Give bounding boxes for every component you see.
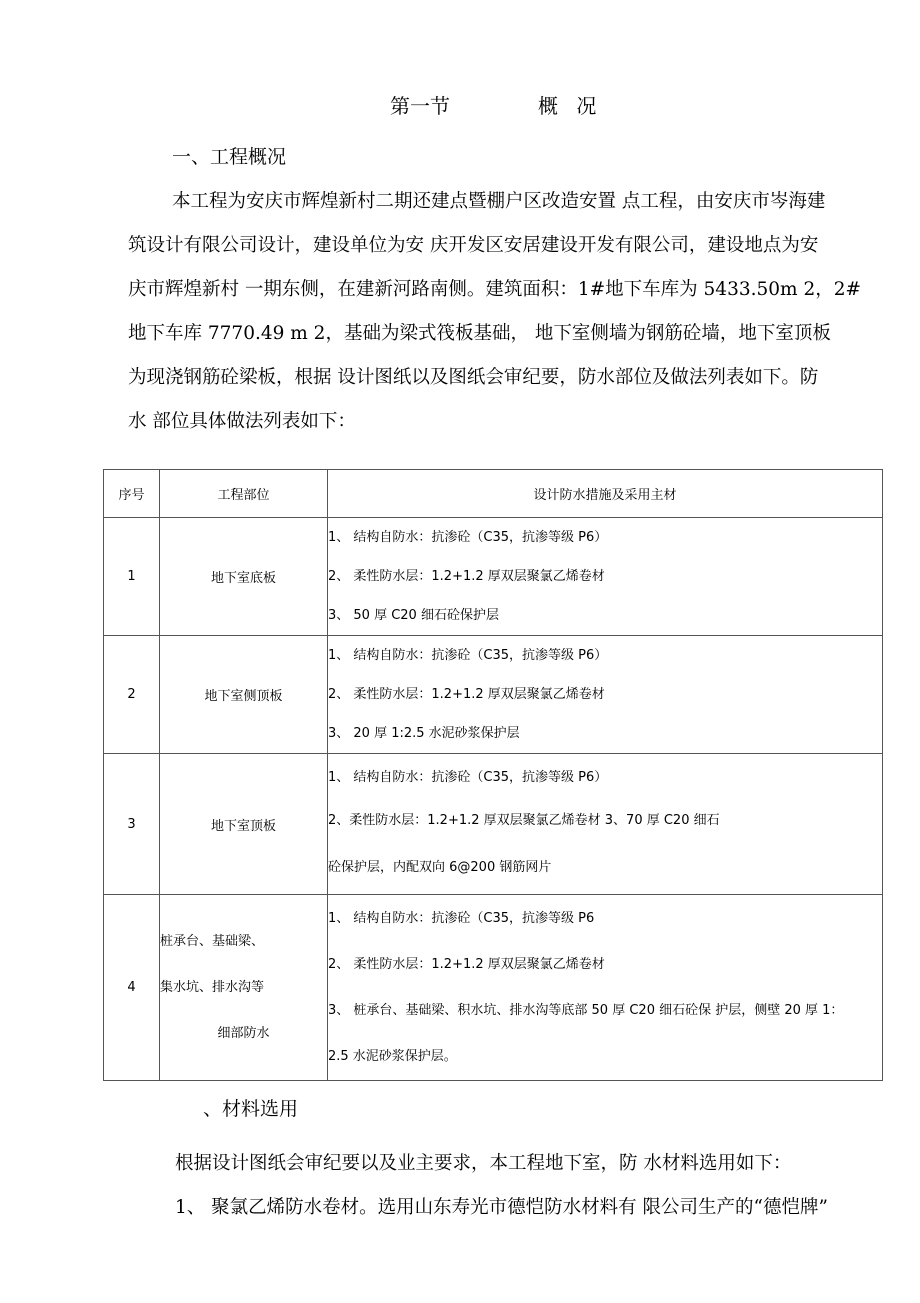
overview-line: 筑设计有限公司设计，建设单位为安 庆开发区安居建设开发有限公司，建设地点为安 xyxy=(128,235,819,256)
measure-line: 2.5 水泥砂浆保护层。 xyxy=(328,1048,457,1064)
overview-line: 本工程为安庆市辉煌新村二期还建点暨棚户区改造安置 点工程，由安庆市岑海建 xyxy=(172,191,826,212)
section-number: 第一节 xyxy=(390,94,450,118)
header-measures: 设计防水措施及采用主材 xyxy=(328,470,883,518)
row-part: 地下室顶板 xyxy=(160,754,328,895)
overview-line: 为现浇钢筋砼梁板，根据 设计图纸以及图纸会审纪要，防水部位及做法列表如下。防 xyxy=(128,367,819,388)
row-part: 地下室侧顶板 xyxy=(160,636,328,754)
overview-line: 地下车库 7770.49 m 2，基础为梁式筏板基础， 地下室侧墙为钢筋砼墙，地下室顶板 xyxy=(128,323,831,344)
row-measures xyxy=(328,636,883,754)
measure-line: 3、 50 厚 C20 细石砼保护层 xyxy=(328,608,499,623)
row-no: 4 xyxy=(104,895,160,1081)
row-measures xyxy=(328,895,883,1081)
row-measures xyxy=(328,518,883,636)
table-row xyxy=(104,754,883,895)
table-row xyxy=(104,895,883,1081)
row-no: 2 xyxy=(104,636,160,754)
row-part xyxy=(160,895,328,1081)
measure-line: 1、 结构自防水：抗渗砼（C35，抗渗等级 P6 xyxy=(328,910,595,926)
measure-line: 3、 桩承台、基础梁、积水坑、排水沟等底部 50 厚 C20 细石砼保 护层，侧壁 20 厚 1： xyxy=(328,1002,844,1018)
measure-line: 2、 柔性防水层：1.2+1.2 厚双层聚氯乙烯卷材 xyxy=(328,569,605,584)
header-no: 序号 xyxy=(104,470,160,518)
measure-line: 砼保护层，内配双向 6@200 钢筋网片 xyxy=(328,859,552,875)
section-title: 概 况 xyxy=(538,94,603,118)
material-paragraph xyxy=(175,1142,920,1230)
measure-line: 2、 柔性防水层：1.2+1.2 厚双层聚氯乙烯卷材 xyxy=(328,687,605,702)
heading-project-overview: 一、工程概况 xyxy=(172,146,287,168)
part-line: 细部防水 xyxy=(217,1025,270,1041)
measure-line: 3、 20 厚 1:2.5 水泥砂浆保护层 xyxy=(328,726,520,741)
row-measures xyxy=(328,754,883,895)
overview-line: 水 部位具体做法列表如下： xyxy=(128,411,356,432)
overview-paragraph xyxy=(128,180,888,444)
measure-line: 2、 柔性防水层：1.2+1.2 厚双层聚氯乙烯卷材 xyxy=(328,956,605,972)
row-no: 3 xyxy=(104,754,160,895)
table-row xyxy=(104,518,883,636)
table-header-row xyxy=(104,470,883,518)
part-line: 集水坑、排水沟等 xyxy=(160,979,265,995)
material-line: 1、 聚氯乙烯防水卷材。选用山东寿光市德恺防水材料有 限公司生产的“德恺牌” xyxy=(175,1197,828,1218)
table-row xyxy=(104,636,883,754)
row-part: 地下室底板 xyxy=(160,518,328,636)
measure-line: 1、 结构自防水：抗渗砼（C35，抗渗等级 P6） xyxy=(328,648,608,663)
row-no: 1 xyxy=(104,518,160,636)
overview-line: 庆市辉煌新村 一期东侧，在建新河路南侧。建筑面积：1#地下车库为 5433.50m 2，2# xyxy=(128,279,862,300)
header-part: 工程部位 xyxy=(160,470,328,518)
heading-material-selection: 、材料选用 xyxy=(203,1098,299,1120)
waterproofing-table xyxy=(103,469,883,1081)
part-line: 桩承台、基础梁、 xyxy=(160,933,265,949)
material-line: 根据设计图纸会审纪要以及业主要求，本工程地下室，防 水材料选用如下： xyxy=(175,1153,792,1174)
measure-line: 1、 结构自防水：抗渗砼（C35，抗渗等级 P6） xyxy=(328,530,608,545)
measure-line: 1、 结构自防水：抗渗砼（C35，抗渗等级 P6） xyxy=(328,769,608,785)
measure-line: 2、柔性防水层：1.2+1.2 厚双层聚氯乙烯卷材 3、70 厚 C20 细石 xyxy=(328,812,720,828)
